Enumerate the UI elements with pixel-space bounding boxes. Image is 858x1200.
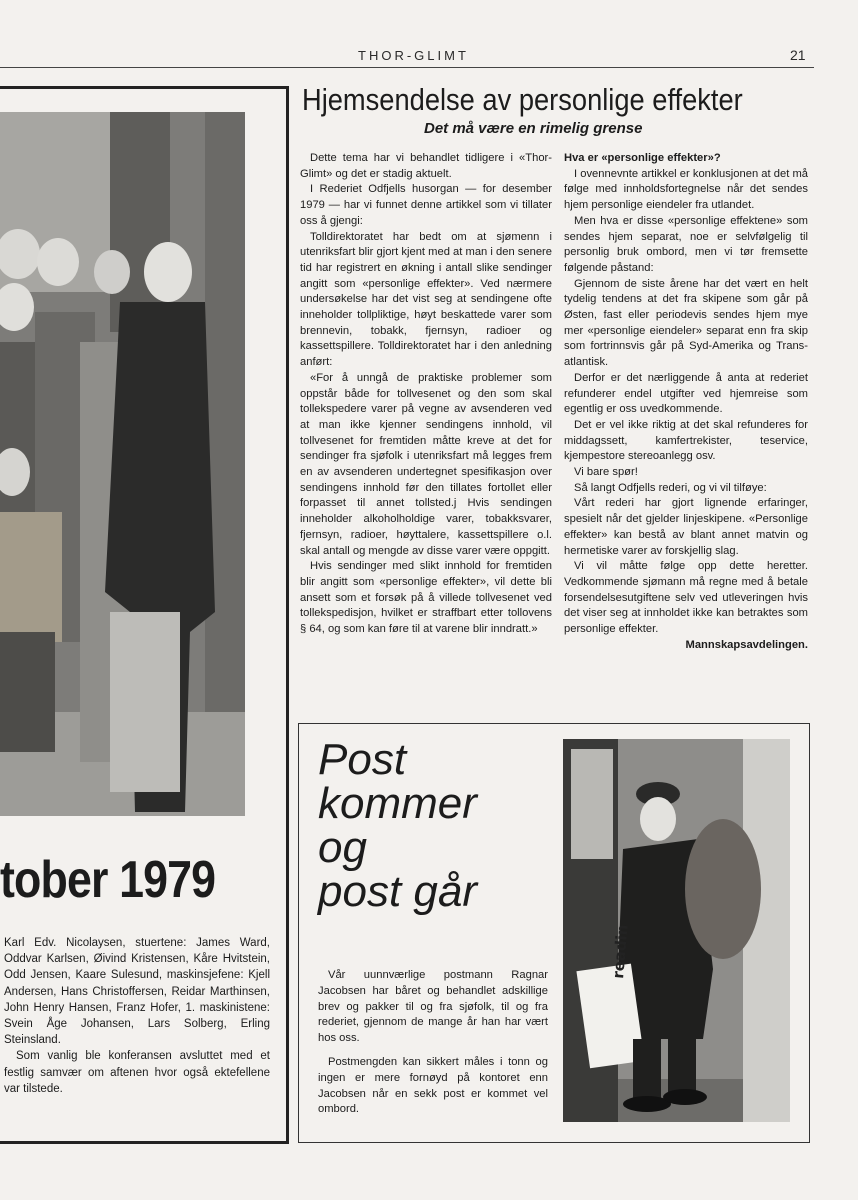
article-paragraph: «For å unngå de praktiske problemer som oppstår både for tollvesenet og den som skal tollekspedere varer på vegne av avsenderen ved at man ikke kjenner sendingens innhold, vil tollvesenet for fremtiden måtte kreve at det for sendinger fra sjøfolk i utenriksfart må legges frem en av avsenderen undertegnet spesifikasjon over sendingens innhold før den tillates fortollet eller forpasset til annet tollsted.j Hvis sendingen inneholder alkoholholdige varer, tobakksvarer, fjernsyn, radioer, høyttalere, kassettspillere o.l. skal antall og mengde av disse varer være oppgitt. bbox=[300, 371, 552, 557]
article-paragraph: Hvis sendinger med slikt innhold for fremtiden blir angitt som «personlige effekter», vil dette bli ansett som et forsøk på å villede tollvesenet ved tollekspedisjon, hvilket er straffbart etter tollovens § 64, og som kan føre til at varene blir inndratt.» bbox=[300, 560, 552, 636]
article-paragraph: Men hva er disse «personlige effektene» som sendes hjem separat, noe er selvfølgelig til personlig bruk ombord, men vi tør fremsette følgende påstand: bbox=[564, 214, 808, 274]
postman-photo-illustration bbox=[563, 739, 790, 1122]
group-photo-illustration bbox=[0, 112, 245, 816]
article-paragraph: Tolldirektoratet har bedt om at sjømenn i utenriksfart blir gjort kjent med at man i den senere tid har registrert en økning i antall slike sendinger angitt som «personlige effekter». Ved nærmere undersøkelse har det vist seg at sendingene ofte inneholder tollpliktige, høyt beskattede varer som brennevin, tobakk, fjernsyn, radioer og kassettspillere. Tolldirektoratet har i den anledning anført: bbox=[300, 230, 552, 369]
article-paragraph: Dette tema har vi behandlet tidligere i «Thor-Glimt» og det er stadig aktuelt. bbox=[300, 152, 552, 180]
left-caption-paragraph: Som vanlig ble konferansen avsluttet med et festlig samvær om aftenen hvor også ektefellene var tilstede. bbox=[4, 1050, 270, 1095]
article-paragraph: Vårt rederi har gjort lignende erfaringer, spesielt når det gjelder linjeskipene. «Personlige effekter» kan bestå av blant annet matvin og hermetiske varer av forskjellig slag. bbox=[564, 497, 808, 557]
post-headline-line: Post bbox=[318, 735, 407, 784]
article-column-1 bbox=[300, 151, 552, 638]
left-caption-paragraph: Karl Edv. Nicolaysen, stuertene: James Ward, Oddvar Karlsen, Øivind Kristensen, Kåre Hvitstein, Odd Jensen, Kaare Sulesund, maskinsjefene: Kjell Andersen, Hans Christoffersen, Reidar Marthinsen, John Henry Hansen, Franz Hofer, 1. maskinistene: Svein Åge Johansen, Lars Solberg, Erling Steinsland. bbox=[4, 937, 270, 1047]
article-paragraph: I Rederiet Odfjells husorgan — for desember 1979 — har vi funnet denne artikkel som vi tillater oss å gjengi: bbox=[300, 183, 552, 227]
post-paragraph: Vår uunnværlige postmann Ragnar Jacobsen har båret og behandlet adskillige brev og pakker til og fra sjøfolk, til og fra rederiet, gjennom de mange år han har vært hos oss. bbox=[318, 969, 548, 1045]
article-signature: Mannskapsavdelingen. bbox=[685, 638, 808, 651]
post-headline-line: post går bbox=[318, 867, 477, 916]
postman-photo bbox=[563, 739, 790, 1122]
article-paragraph: Derfor er det nærliggende å anta at rederiet refunderer endel utgifter ved hjemreise som egentlig er oss uvedkommende. bbox=[564, 371, 808, 416]
article-paragraph: Vi bare spør! bbox=[574, 466, 638, 479]
article-paragraph: Gjennom de siste årene har det vært en helt tydelig tendens at det fra skipene som går på Østen, fast eller periodevis sendes hjem mye mer «personlige eiendeler» separat enn fra skip som fortrinnsvis går på Syd-Amerika og Trans-atlantisk. bbox=[564, 277, 808, 369]
page-number: 21 bbox=[790, 47, 806, 63]
article-paragraph: Det er vel ikke riktig at det skal refunderes for middagssett, kamfertrekister, teservice, kjempestore stereoanlegg osv. bbox=[564, 418, 808, 463]
running-title: THOR-GLIMT bbox=[358, 48, 469, 63]
article-paragraph: I ovennevnte artikkel er konklusjonen at det må følge med innholdsfortegnelse når det sendes hjem personlige eiendeler fra utlandet. bbox=[564, 167, 808, 212]
bag-label: readin bbox=[609, 923, 632, 980]
article-subheading: Hva er «personlige effekter»? bbox=[564, 152, 721, 164]
post-text bbox=[318, 968, 548, 1118]
article-subtitle: Det må være en rimelig grense bbox=[424, 120, 643, 137]
article-title: Hjemsendelse av personlige effekter bbox=[302, 82, 743, 117]
post-headline-line: kommer bbox=[318, 779, 477, 828]
article-paragraph: Vi vil måtte følge opp dette heretter. Vedkommende sjømann må regne med å betale forsendelsesutgiftene selv ved utleveringen hvis det viser seg at innholdet ikke kan betraktes som personlige effekter. bbox=[564, 560, 808, 636]
article-paragraph: Så langt Odfjells rederi, og vi vil tilføye: bbox=[574, 481, 767, 494]
header-rule bbox=[0, 67, 814, 68]
post-headline bbox=[318, 735, 477, 916]
article-column-2 bbox=[564, 151, 808, 654]
post-headline-line: og bbox=[318, 823, 367, 872]
post-paragraph: Postmengden kan sikkert måles i tonn og ingen er mere fornøyd på kontoret enn Jacobsen når en sekk post er kommet vel ombord. bbox=[318, 1055, 548, 1116]
group-photo bbox=[0, 112, 245, 816]
left-headline: tober 1979 bbox=[0, 851, 216, 909]
left-caption bbox=[4, 935, 270, 1097]
